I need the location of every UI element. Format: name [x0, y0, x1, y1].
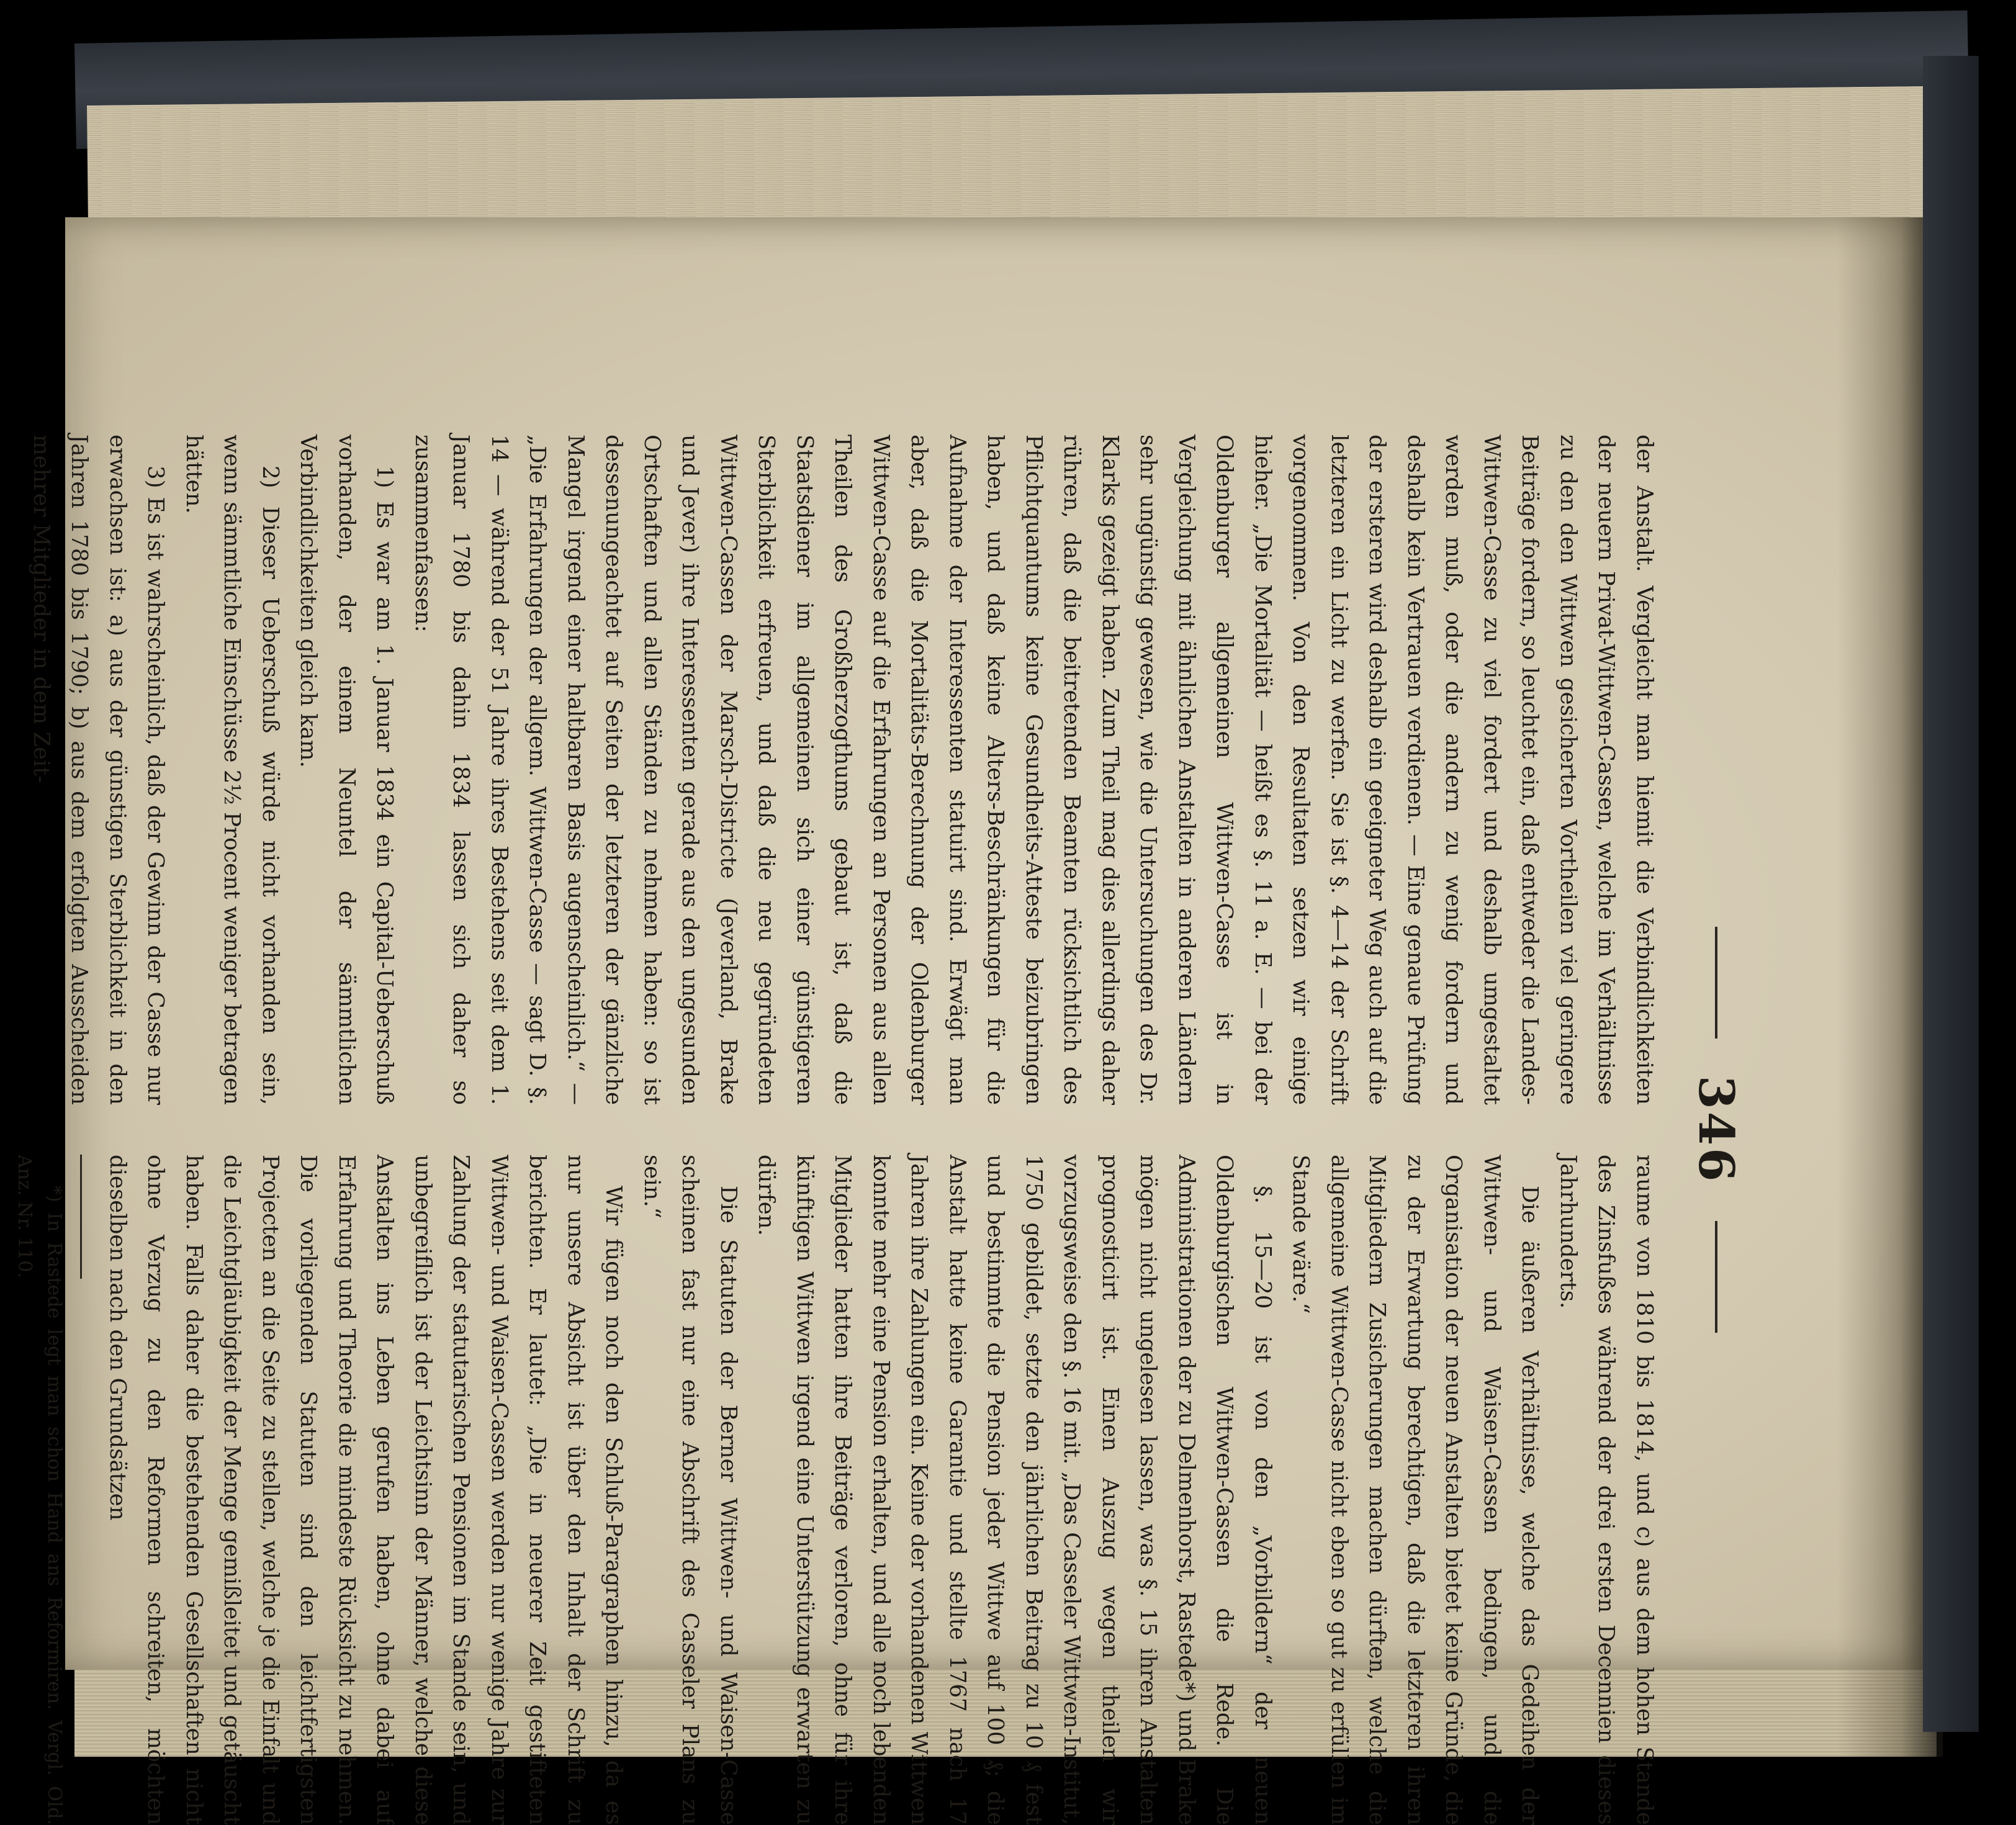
text-columns: [14, 435, 1663, 1825]
paragraph: 3) Es ist wahrscheinlich, daß der Gewinn der Casse nur erwachsen ist: a) aus der günstigen Sterblichkeit in den Jahren 1780 bis 1790; b) aus dem erfolgten Ausscheiden mehrer Mitglieder in dem Zeit-: [29, 435, 169, 1105]
page-number: 346: [1688, 1075, 1745, 1184]
paragraph: der Anstalt. Vergleicht man hiemit die Verbindlichkeiten der neuern Privat-Wittwen-Cassen, welche im Verhältnisse zu den den Wittwen gesicherten Vortheilen viel geringere Beiträge fordern, so leuchtet ein, daß entweder die Landes-Wittwen-Casse zu viel fordert und deshalb umgestaltet werden muß, oder die andern zu wenig fordern und deshalb kein Vertrauen verdienen. — Eine genaue Prüfung der ersteren wird deshalb ein geeigneter Weg auch auf die letzteren ein Licht zu werfen. Sie ist §. 4—14 der Schrift vorgenommen. Von den Resultaten setzen wir einige hieher. „Die Mortalität — heißt es §. 11 a. E. — bei der Oldenburger allgemeinen Wittwen-Casse ist in Vergleichung mit ähnlichen Anstalten in anderen Ländern sehr ungünstig gewesen, wie die Untersuchungen des Dr. Klarks gezeigt haben. Zum Theil mag dies allerdings daher rühren, daß die beitretenden Beamten rücksichtlich des Pflichtquantums keine Gesundheits-Atteste beizubringen haben, und daß keine Alters-Beschränkungen für die Aufnahme der Interessenten statuirt sind. Erwägt man aber, daß die Mortalitäts-Berechnung der Oldenburger Wittwen-Casse auf die Erfahrungen an Personen aus allen Theilen des Großherzogthums gebaut ist, daß die Staatsdiener im allgemeinen sich einer günstigeren Sterblichkeit erfreuen, und daß die neu gegründeten Wittwen-Cassen der Marsch-Districte (Jeverland, Brake und Jever) ihre Interessenten gerade aus den ungesunden Ortschaften und allen Ständen zu nehmen haben: so ist dessenungeachtet auf Seiten der letzteren der gänzliche Mangel irgend einer haltbaren Basis augenscheinlich.“ — „Die Erfahrungen der allgem. Wittwen-Casse — sagt D. §. 14 — während der 51 Jahre ihres Bestehens seit dem 1. Januar 1780 bis dahin 1834 lassen sich daher so zusammenfassen:: [410, 435, 1657, 1105]
right-column: [14, 1155, 1663, 1825]
paragraph: raume von 1810 bis 1814, und c) aus dem hohen Stande des Zinsfußes während der drei ersten Decennien dieses Jahrhunderts.: [1555, 1155, 1657, 1825]
footnote-rule: [81, 1155, 83, 1279]
page-text-block: [14, 435, 1750, 1825]
paragraph: Die Statuten der Berner Wittwen- und Waisen-Casse scheinen fast nur eine Abschrift des Casseler Plans zu sein.“: [639, 1155, 741, 1825]
paragraph: 2) Dieser Ueberschuß würde nicht vorhanden sein, wenn sämmtliche Einschüsse 2½ Procent weniger betragen hätten.: [181, 435, 283, 1105]
footnote: *) In Rastede legt man schon Hand ans Reformiren. Vergl. Old. Anz. Nr. 110.: [14, 1155, 66, 1825]
paragraph: §. 15—20 ist von den „Vorbildern“ der neuen Oldenburgischen Wittwen-Cassen die Rede. Die Administrationen der zu Delmenhorst, Rastede*) und Brake mögen nicht ungelesen lassen, was §. 15 ihren Anstalten prognosticirt ist. Einen Auszug wegen theilen wir vorzugsweise den §. 16 mit. „Das Casseler Wittwen-Institut, 1750 gebildet, setzte den jährlichen Beitrag zu 10 ₰ fest und bestimmte die Pension jeder Wittwe auf 100 ₰; die Anstalt hatte keine Garantie und stellte 1767 nach 17 Jahren ihre Zahlungen ein. Keine der vorhandenen Wittwen konnte mehr eine Pension erhalten, und alle noch lebenden Mitglieder hatten ihre Beiträge verloren, ohne für ihre künftigen Wittwen irgend eine Unterstützung erwarten zu dürfen.: [754, 1155, 1276, 1825]
paragraph: Die äußeren Verhältnisse, welche das Gedeihen der Wittwen- und Waisen-Cassen bedingen, und die Organisation der neuen Anstalten bietet keine Gründe, die zu der Erwartung berechtigen, daß die letzteren ihren Mitgliedern Zusicherungen machen dürften, welche die allgemeine Wittwen-Casse nicht eben so gut zu erfüllen im Stande wäre.“: [1288, 1155, 1543, 1825]
book-cover-right: [1923, 56, 1979, 1732]
header-rule-left: [1715, 927, 1717, 1039]
left-column: [29, 435, 1663, 1105]
paragraph: Wir fügen noch den Schluß-Paragraphen hinzu, da es nur unsere Absicht ist über den Inhalt der Schrift zu berichten. Er lautet: „Die in neuerer Zeit gestifteten Wittwen- und Waisen-Cassen werden nur wenige Jahre zur Zahlung der statutarischen Pensionen im Stande sein, und unbegreiflich ist der Leichtsinn der Männer, welche diese Anstalten ins Leben gerufen haben, ohne dabei auf Erfahrung und Theorie die mindeste Rücksicht zu nehmen. Die vorliegenden Statuten sind den leichtfertigsten Projecten an die Seite zu stellen, welche je die Einfalt und die Leichtgläubigkeit der Menge gemißleitet und getäuscht haben. Falls daher die bestehenden Gesellschaften nicht ohne Verzug zu den Reformen schreiten, möchten dieselben nach den Grundsätzen: [105, 1155, 627, 1825]
header-rule-right: [1715, 1221, 1717, 1333]
page-header: [1682, 435, 1750, 1825]
paragraph: 1) Es war am 1. Januar 1834 ein Capital-Ueberschuß vorhanden, der einem Neuntel der sämmtlichen Verbindlichkeiten gleich kam.: [295, 435, 398, 1105]
